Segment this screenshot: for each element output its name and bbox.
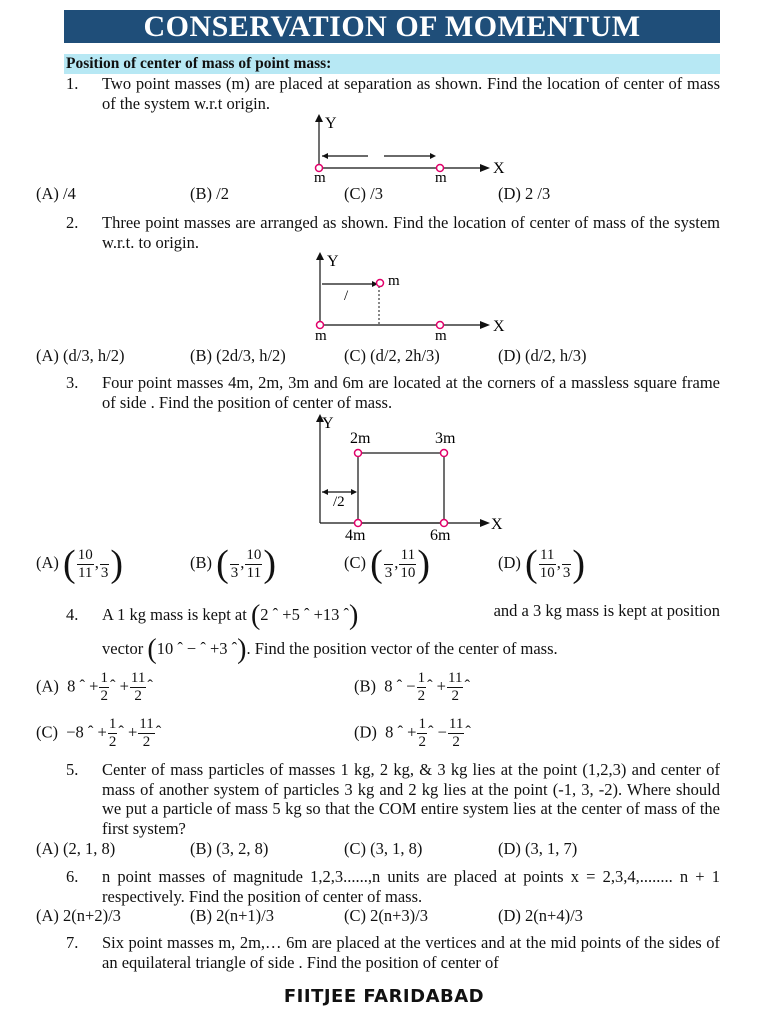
option-c[interactable]: (C) −8 ˆ + $\frac{1}{2}$ ˆ + $\frac{11}{2}$ ˆ (36, 716, 162, 750)
position-vector-1: 2 ˆ +5 ˆ +13 ˆ (260, 604, 350, 624)
option-d[interactable]: (D) 2 /3 (498, 184, 551, 203)
option-d[interactable]: (D) ( $\frac{11}{10}$ , 3 ) (498, 543, 585, 585)
question-4 (66, 596, 720, 666)
option-a[interactable]: (A) 8 ˆ + $\frac{1}{2}$ ˆ + $\frac{11}{2}$ ˆ (36, 670, 153, 704)
option-c[interactable]: (C) /3 (344, 184, 383, 203)
options-q3 (36, 544, 768, 590)
option-a[interactable]: (A) (d/3, h/2) (36, 346, 125, 365)
question-3 (66, 373, 720, 413)
mass-label: 3m (435, 430, 456, 447)
mass-label: m (315, 328, 327, 342)
option-b[interactable]: (B) (3, 2, 8) (190, 839, 269, 858)
question-text: Three point masses are arranged as shown. Find the location of center of mass of the system w.r.t. to origin. (102, 213, 720, 252)
option-b[interactable]: (B) (2d/3, h/2) (190, 346, 286, 365)
question-text: n point masses of magnitude 1,2,3......,n units are placed at points x = 2,3,4,........ n + 1 respectively. Find the position of center of mass. (102, 867, 720, 906)
page-title: CONSERVATION OF MOMENTUM (64, 10, 720, 43)
x-axis-label: X (493, 318, 505, 335)
question-number: 4. (66, 605, 79, 624)
mass-point (377, 280, 384, 287)
mass-label: 6m (430, 527, 451, 544)
option-b[interactable]: (B) 8 ˆ − $\frac{1}{2}$ ˆ + $\frac{11}{2}$ ˆ (354, 670, 470, 704)
question-number: 5. (66, 760, 79, 779)
option-b[interactable]: (B) /2 (190, 184, 229, 203)
question-7 (66, 933, 720, 973)
half-side-label: /2 (333, 494, 345, 510)
y-axis-label: Y (322, 415, 334, 432)
section-heading: Position of center of mass of point mass: (64, 54, 720, 74)
question-text: Four point masses 4m, 2m, 3m and 6m are located at the corners of a massless square frame of side . Find the position of center of mass. (102, 373, 720, 412)
mass-label: m (388, 273, 400, 289)
option-d[interactable]: (D) (d/2, h/3) (498, 346, 587, 365)
question-text: Two point masses (m) are placed at separation as shown. Find the location of center of mass of the system w.r.t origin. (102, 74, 720, 113)
mass-label: 2m (350, 430, 371, 447)
position-vector-2: 10 ˆ − ˆ +3 ˆ (156, 638, 238, 658)
question-number: 6. (66, 867, 79, 886)
option-d[interactable]: (D) 8 ˆ + $\frac{1}{2}$ ˆ − $\frac{11}{2}$ ˆ (354, 716, 471, 750)
x-axis-label: X (493, 160, 505, 177)
question-6 (66, 867, 720, 907)
mass-label: m (314, 170, 326, 184)
question-text: Six point masses m, 2m,… 6m are placed at the vertices and at the mid points of the sides of an equilateral triangle of side . Find the position of center of (102, 933, 720, 972)
option-a[interactable]: (A) /4 (36, 184, 76, 203)
mass-point (441, 450, 448, 457)
option-a[interactable]: (A) 2(n+2)/3 (36, 906, 121, 925)
question-number: 1. (66, 74, 79, 93)
options-q4 (36, 670, 768, 762)
mass-point (355, 520, 362, 527)
distance-label: / (344, 288, 349, 304)
mass-point (441, 520, 448, 527)
option-c[interactable]: (C) ( 3 , $\frac{11}{10}$ ) (344, 543, 431, 585)
figure-q1 (300, 112, 520, 184)
figure-q3 (300, 412, 520, 546)
x-axis-label: X (491, 516, 503, 533)
option-d[interactable]: (D) (3, 1, 7) (498, 839, 578, 858)
y-axis-label: Y (327, 253, 339, 270)
option-a[interactable]: (A) ( $\frac{10}{11}$ , 3 ) (36, 543, 123, 585)
question-2 (66, 213, 720, 253)
option-c[interactable]: (C) 2(n+3)/3 (344, 906, 428, 925)
option-b[interactable]: (B) ( 3 , $\frac{10}{11}$ ) (190, 543, 277, 585)
mass-label: 4m (345, 527, 366, 544)
option-c[interactable]: (C) (d/2, 2h/3) (344, 346, 440, 365)
option-a[interactable]: (A) (2, 1, 8) (36, 839, 116, 858)
question-number: 3. (66, 373, 79, 392)
y-axis-label: Y (325, 115, 337, 132)
question-5 (66, 760, 720, 840)
question-number: 2. (66, 213, 79, 232)
mass-label: m (435, 328, 447, 342)
question-number: 7. (66, 933, 79, 952)
question-text: Center of mass particles of masses 1 kg, 2 kg, & 3 kg lies at the point (1,2,3) and center of mass of another system of particles 3 kg and 2 kg lies at the point (-1, 3, -2). Where should we put a particle of mass 5 kg so that the COM entire system lies at the center of mass of the first system? (102, 760, 720, 838)
option-b[interactable]: (B) 2(n+1)/3 (190, 906, 274, 925)
footer-brand: FIITJEE FARIDABAD (283, 986, 485, 1007)
mass-label: m (435, 170, 447, 184)
option-d[interactable]: (D) 2(n+4)/3 (498, 906, 583, 925)
question-text: A 1 kg mass is kept at (2 ˆ +5 ˆ +13 ˆ) and a 3 kg mass is kept at position vector (10 ˆ − ˆ +3 ˆ). Find the position vector of the center of mass. (102, 600, 720, 665)
mass-point (355, 450, 362, 457)
figure-q2 (300, 250, 520, 342)
option-c[interactable]: (C) (3, 1, 8) (344, 839, 423, 858)
